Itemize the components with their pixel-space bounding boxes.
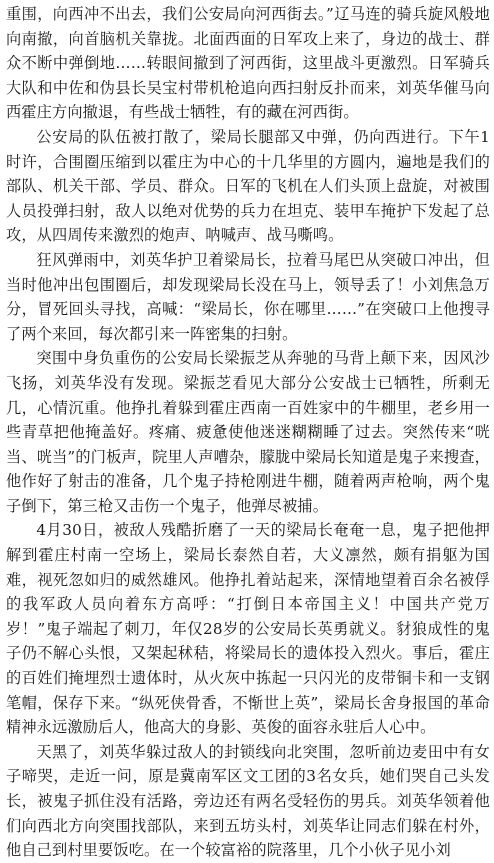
article-body	[6, 2, 490, 863]
paragraph-searching-for-director: 狂风弹雨中，刘英华护卫着梁局长，拉着马尾巴从突破口冲出，但当时他冲出包围圈后，却发现梁局长没在马上，领导丢了！小刘焦急万分，冒死回头寻找，高喊：“梁局长，你在哪里……”在突破口上他搜寻了两个来回，每次都引来一阵密集的扫射。	[6, 250, 490, 343]
paragraph-breakout-north: 天黑了，刘英华躲过敌人的封锁线向北突围，忽听前边麦田中有女子啼哭，走近一问，原是冀南军区文工团的3名女兵，她们哭自己头发长，被鬼子抓住没有活路，旁边还有两名受轻伤的男兵。刘英华领着他们向西北方向突围找部队，来到五坊头村，刘英华让同志们躲在村外，他自己到村里要饭吃。在一个较富裕的院落里，几个小伙子见小刘	[6, 742, 490, 860]
paragraph-security-bureau-dispersed: 公安局的队伍被打散了，梁局长腿部又中弹，仍向西进行。下午1时许，合围圈压缩到以霍庄为中心的十几华里的方圆内，遍地是我们的部队、机关干部、学员、群众。日军的飞机在人们头顶上盘旋，对被围人员投弹扫射，敌人以绝对优势的兵力在坦克、装甲车掩护下发起了总攻，从四周传来激烈的炮声、呐喊声、战马嘶鸣。	[6, 127, 490, 245]
paragraph-continuation: 重围，向西冲不出去，我们公安局向河西街去。”辽马连的骑兵旋风般地向南撤，向首脑机关靠拢。北面西面的日军攻上来了，身边的战士、群众不断中弹倒地……转眼间撤到了河西街，这里战斗更激烈。日军骑兵大队和中佐和伪县长吴宝村带机枪追向西扫射反扑而来，刘英华催马向西霍庄方向撤退，有些战士牺牲，有的藏在河西街。	[6, 5, 490, 122]
paragraph-director-martyrdom: 4月30日，被敌人残酷折磨了一天的梁局长奄奄一息，鬼子把他押解到霍庄村南一空场上，梁局长泰然自若，大义凛然，颇有捐躯为国难，视死忽如归的威然雄风。他挣扎着站起来，深情地望着百余名被俘的我军政人员向着东方高呼：“打倒日本帝国主义！中国共产党万岁！”鬼子端起了刺刀，年仅28岁的公安局长英勇就义。豺狼成性的鬼子仍不解心头恨，又架起秫秸，将梁局长的遗体投入烈火。事后，霍庄的百姓们掩埋烈士遗体时，从火灰中拣起一只闪光的皮带铜卡和一支钢笔帽，保存下来。“纵死侠骨香，不惭世上英”，梁局长舍身报国的革命精神永远激励后人，他高大的身影、英俊的面容永驻后人心中。	[6, 521, 490, 737]
paragraph-director-captured: 突围中身负重伤的公安局长梁振芝从奔驰的马背上颠下来，因风沙飞扬，刘英华没有发现。梁振芝看见大部分公安战士已牺牲，所剩无几，心情沉重。他挣扎着躲到霍庄西南一百姓家中的牛棚里，老乡用一些青草把他掩盖好。疼痛、疲惫使他迷迷糊糊睡了过去。突然传来“咣当、咣当”的门板声，院里人声嘈杂，朦胧中梁局长知道是鬼子来搜查，他作好了射击的准备，几个鬼子持枪刚进牛棚，随着两声枪响，两个鬼子倒下，第三枪又击伤一个鬼子，他弹尽被捕。	[6, 349, 490, 515]
